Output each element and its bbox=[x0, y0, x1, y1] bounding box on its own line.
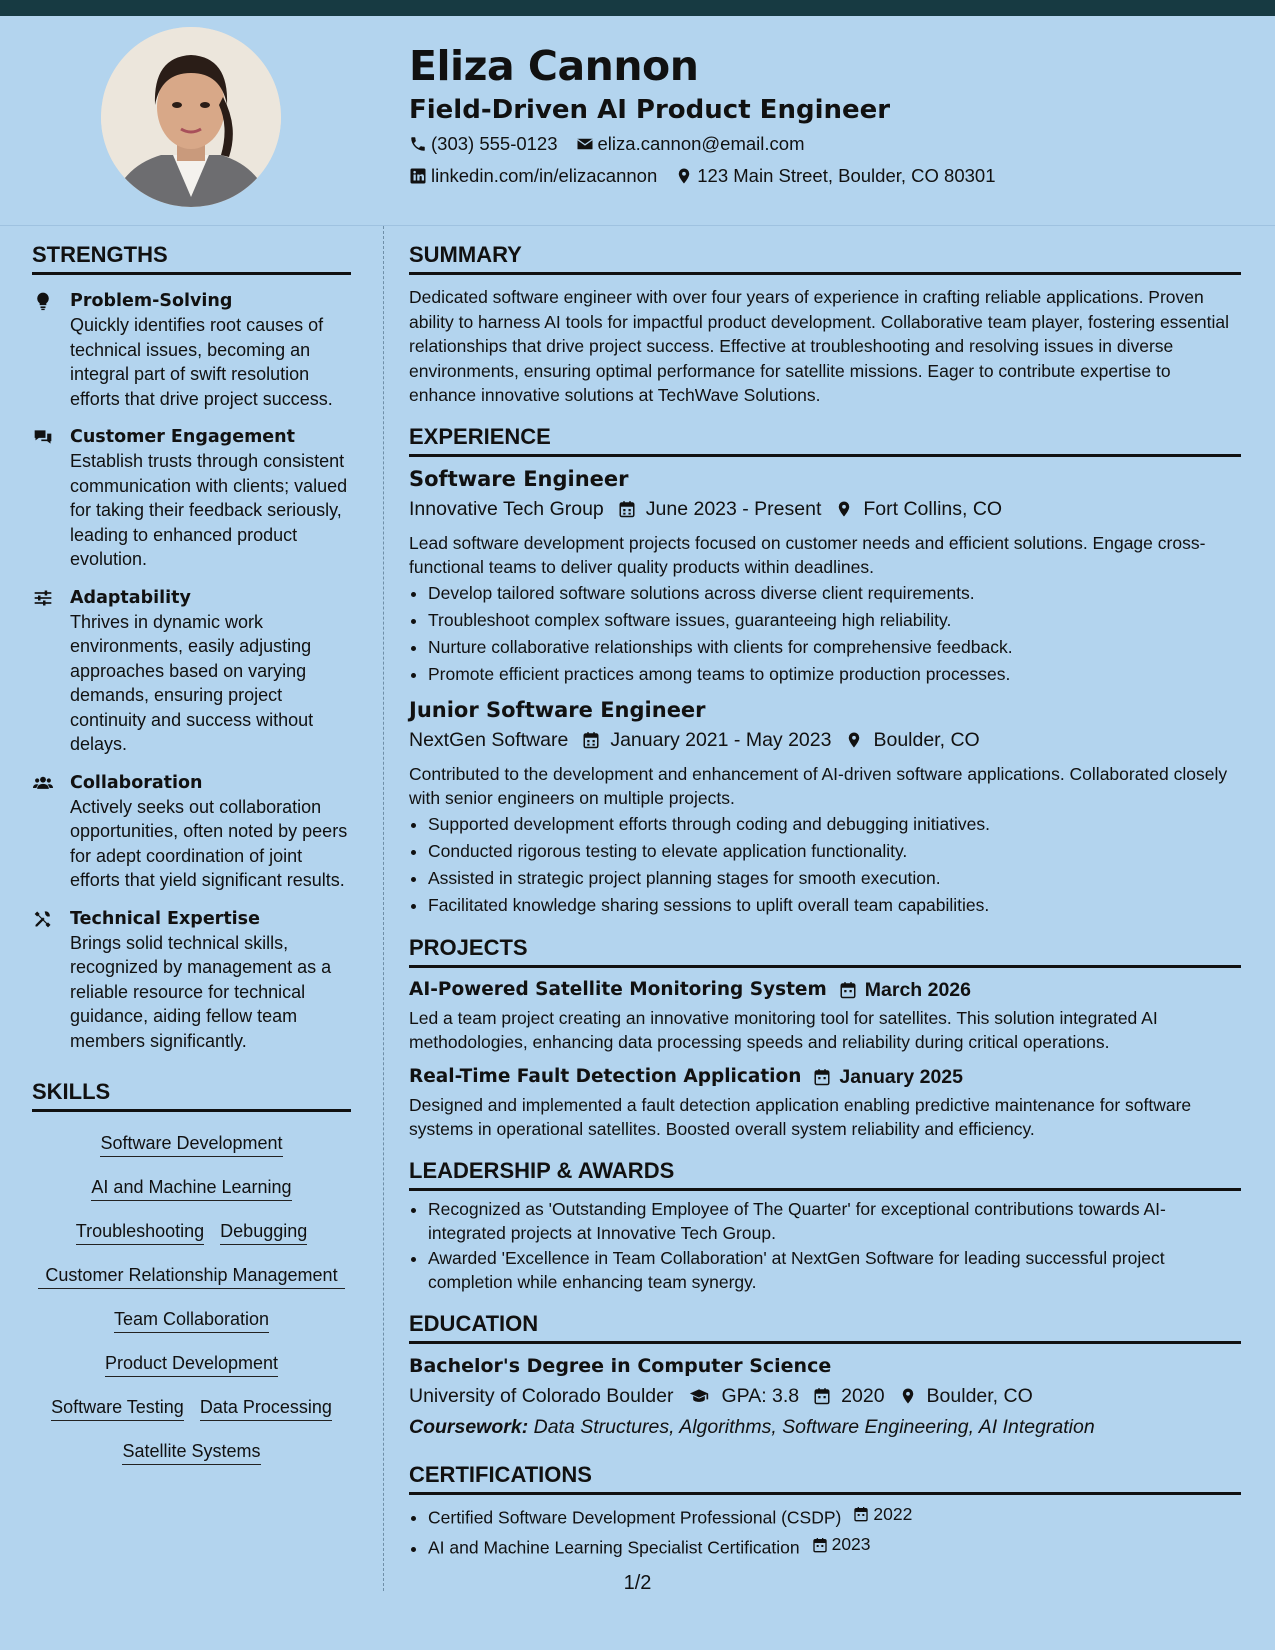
left-column bbox=[32, 226, 351, 1474]
phone-icon bbox=[409, 135, 427, 153]
certification-name: AI and Machine Learning Specialist Certification bbox=[428, 1537, 800, 1558]
location-pin-icon bbox=[899, 1386, 917, 1406]
job-bullets bbox=[409, 580, 1241, 688]
job-bullet: • Supported development efforts through coding and debugging initiatives. bbox=[428, 811, 1241, 838]
project-date: January 2025 bbox=[839, 1065, 963, 1088]
experience-heading: EXPERIENCE bbox=[409, 408, 1241, 457]
strength-description: Thrives in dynamic work environments, easily adjusting approaches based on varying demands, ensuring project continuity and success without delays. bbox=[70, 611, 314, 754]
strength-description: Brings solid technical skills, recognized by management as a reliable resource for technical guidance, aiding fellow team members significantly. bbox=[70, 932, 332, 1051]
profile-photo bbox=[101, 27, 281, 207]
strengths-heading: STRENGTHS bbox=[32, 226, 351, 275]
job-position: Junior Software Engineer bbox=[409, 697, 706, 722]
job-description: Lead software development projects focused on customer needs and efficient solutions. Engage cross-functional teams to deliver quality products within deadlines. bbox=[409, 532, 1206, 577]
phone-contact[interactable] bbox=[409, 128, 558, 160]
job-bullet: • Facilitated knowledge sharing sessions to uplift overall team capabilities. bbox=[428, 892, 1241, 919]
email-text: eliza.cannon@email.com bbox=[597, 133, 805, 154]
project-title: AI-Powered Satellite Monitoring System bbox=[409, 978, 827, 1000]
strength-description: Quickly identifies root causes of technical issues, becoming an integral part of swift resolution efforts that drive project success. bbox=[70, 315, 333, 409]
school-name: University of Colorado Boulder bbox=[409, 1384, 674, 1407]
strength-name: Technical Expertise bbox=[70, 908, 260, 929]
job-entry bbox=[409, 465, 1241, 688]
job-bullet: • Develop tailored software solutions across diverse client requirements. bbox=[428, 580, 1241, 607]
summary-text: Dedicated software engineer with over four years of experience in crafting reliable applications. Proven ability to harness AI tools for impactful product development. Collaborative team player, fostering essential relationships that drive project success. Effective at troubleshooting and resolving issues in diverse environments, ensuring optimal performance for satellite missions. Eager to contribute expertise to enhance innovative solutions at TechWave Solutions. bbox=[409, 287, 1230, 405]
strength-name: Customer Engagement bbox=[70, 427, 296, 447]
calendar-icon bbox=[813, 1067, 831, 1087]
location-pin-icon bbox=[675, 167, 693, 185]
skills-heading: SKILLS bbox=[32, 1063, 351, 1112]
leadership-list bbox=[409, 1197, 1241, 1295]
strength-description: Establish trusts through consistent communication with clients; valued for taking their feedback seriously, leading to enhanced product evolution. bbox=[70, 451, 348, 569]
calendar-icon bbox=[839, 980, 857, 1000]
skills-list bbox=[32, 1112, 351, 1474]
job-location: Boulder, CO bbox=[873, 728, 980, 751]
project-description: Designed and implemented a fault detection application enabling predictive maintenance for software systems in operational satellites. Boosted overall system reliability and efficiency. bbox=[409, 1094, 1192, 1139]
summary-heading: SUMMARY bbox=[409, 226, 1241, 275]
job-dates: January 2021 - May 2023 bbox=[610, 728, 832, 751]
header bbox=[409, 40, 1249, 192]
project-description: Led a team project creating an innovative monitoring tool for satellites. This solution integrated AI methodologies, enhancing data processing speeds and reliability during critical operations. bbox=[409, 1007, 1158, 1052]
job-bullet: • Nurture collaborative relationships with clients for comprehensive feedback. bbox=[428, 634, 1241, 661]
skill-tag: Satellite Systems bbox=[122, 1439, 260, 1465]
tools-icon bbox=[32, 909, 54, 929]
skill-tag: Data Processing bbox=[200, 1395, 332, 1421]
job-meta bbox=[409, 724, 1241, 756]
certification-name: Certified Software Development Professional (CSDP) bbox=[428, 1507, 842, 1527]
school-location: Boulder, CO bbox=[926, 1384, 1033, 1407]
coursework-text: Data Structures, Algorithms, Software Engineering, AI Integration bbox=[533, 1415, 1095, 1438]
contact-row-1 bbox=[409, 128, 1249, 160]
linkedin-text: linkedin.com/in/elizacannon bbox=[431, 165, 658, 186]
email-contact[interactable] bbox=[576, 128, 805, 160]
strength-item bbox=[32, 425, 351, 572]
strength-item bbox=[32, 289, 351, 411]
strength-name: Adaptability bbox=[70, 587, 191, 608]
award-item: • Awarded 'Excellence in Team Collaboration' at NextGen Software for leading successful project completion while enhancing team synergy. bbox=[428, 1246, 1241, 1295]
sliders-icon bbox=[32, 588, 54, 608]
job-company: NextGen Software bbox=[409, 728, 569, 751]
lightbulb-icon bbox=[32, 291, 54, 311]
coursework bbox=[409, 1412, 1241, 1442]
person-name: Eliza Cannon bbox=[409, 42, 699, 90]
skill-tag: Product Development bbox=[105, 1351, 278, 1377]
strength-name: Problem-Solving bbox=[70, 291, 233, 311]
top-bar bbox=[0, 0, 1275, 16]
calendar-icon bbox=[813, 1386, 831, 1406]
skill-tag: Debugging bbox=[220, 1219, 307, 1245]
graduation-cap-icon bbox=[687, 1386, 711, 1406]
skill-tag: AI and Machine Learning bbox=[91, 1175, 291, 1201]
job-meta bbox=[409, 493, 1241, 525]
leadership-heading: LEADERSHIP & AWARDS bbox=[409, 1142, 1241, 1191]
job-bullet: • Troubleshoot complex software issues, guaranteeing high reliability. bbox=[428, 607, 1241, 634]
page-number: 1/2 bbox=[623, 1572, 652, 1594]
strength-item bbox=[32, 771, 351, 893]
strength-item bbox=[32, 586, 351, 757]
skill-tag: Software Testing bbox=[51, 1395, 184, 1421]
phone-text: (303) 555-0123 bbox=[431, 133, 558, 154]
envelope-icon bbox=[576, 135, 594, 153]
project-entry bbox=[409, 1063, 1241, 1142]
job-description: Contributed to the development and enhancement of AI-driven software applications. Collaborated closely with senior engineers on multiple projects. bbox=[409, 763, 1228, 808]
job-bullet: • Promote efficient practices among teams to optimize production processes. bbox=[428, 661, 1241, 688]
skill-tag: Customer Relationship Management bbox=[38, 1263, 345, 1289]
linkedin-contact[interactable] bbox=[409, 160, 657, 192]
comments-icon bbox=[32, 427, 54, 447]
certification-year: 2022 bbox=[873, 1503, 913, 1524]
gpa: GPA: 3.8 bbox=[721, 1384, 800, 1407]
calendar-icon bbox=[812, 1536, 828, 1554]
contact-row-2 bbox=[409, 160, 1249, 192]
job-title: Field-Driven AI Product Engineer bbox=[409, 95, 891, 125]
calendar-icon bbox=[853, 1505, 869, 1523]
project-entry bbox=[409, 976, 1241, 1055]
project-title: Real-Time Fault Detection Application bbox=[409, 1065, 802, 1087]
degree: Bachelor's Degree in Computer Science bbox=[409, 1354, 832, 1377]
job-location: Fort Collins, CO bbox=[863, 497, 1003, 520]
calendar-icon bbox=[618, 499, 636, 519]
certification-item bbox=[428, 1501, 1241, 1532]
coursework-label: Coursework: bbox=[409, 1415, 529, 1438]
strength-name: Collaboration bbox=[70, 772, 203, 793]
address-text: 123 Main Street, Boulder, CO 80301 bbox=[697, 165, 996, 186]
column-divider bbox=[383, 226, 384, 1591]
users-icon bbox=[32, 773, 54, 793]
location-pin-icon bbox=[835, 499, 853, 519]
skill-tag: Team Collaboration bbox=[114, 1307, 269, 1333]
job-entry bbox=[409, 696, 1241, 919]
skill-tag: Software Development bbox=[100, 1131, 282, 1157]
certifications-heading: CERTIFICATIONS bbox=[409, 1446, 1241, 1495]
certifications-list bbox=[409, 1501, 1241, 1562]
strength-description: Actively seeks out collaboration opportunities, often noted by peers for adept coordination of joint efforts that yield significant results. bbox=[70, 796, 348, 890]
skill-tag: Troubleshooting bbox=[76, 1219, 204, 1245]
calendar-icon bbox=[582, 730, 600, 750]
right-column bbox=[409, 226, 1241, 1562]
certification-item bbox=[428, 1531, 1241, 1562]
education-meta bbox=[409, 1380, 1241, 1412]
award-item: • Recognized as 'Outstanding Employee of The Quarter' for exceptional contributions towards AI-integrated projects at Innovative Tech Group. bbox=[428, 1197, 1241, 1246]
job-dates: June 2023 - Present bbox=[645, 497, 822, 520]
job-position: Software Engineer bbox=[409, 466, 629, 491]
address-contact bbox=[675, 160, 995, 192]
location-pin-icon bbox=[845, 730, 863, 750]
job-bullet: • Assisted in strategic project planning stages for smooth execution. bbox=[428, 865, 1241, 892]
linkedin-icon bbox=[409, 167, 427, 185]
job-bullet: • Conducted rigorous testing to elevate application functionality. bbox=[428, 838, 1241, 865]
strength-item bbox=[32, 907, 351, 1054]
job-company: Innovative Tech Group bbox=[409, 497, 604, 520]
project-date: March 2026 bbox=[864, 978, 971, 1001]
graduation-year: 2020 bbox=[841, 1384, 885, 1407]
job-bullets bbox=[409, 811, 1241, 919]
projects-heading: PROJECTS bbox=[409, 919, 1241, 968]
certification-year: 2023 bbox=[831, 1534, 871, 1554]
education-heading: EDUCATION bbox=[409, 1295, 1241, 1344]
